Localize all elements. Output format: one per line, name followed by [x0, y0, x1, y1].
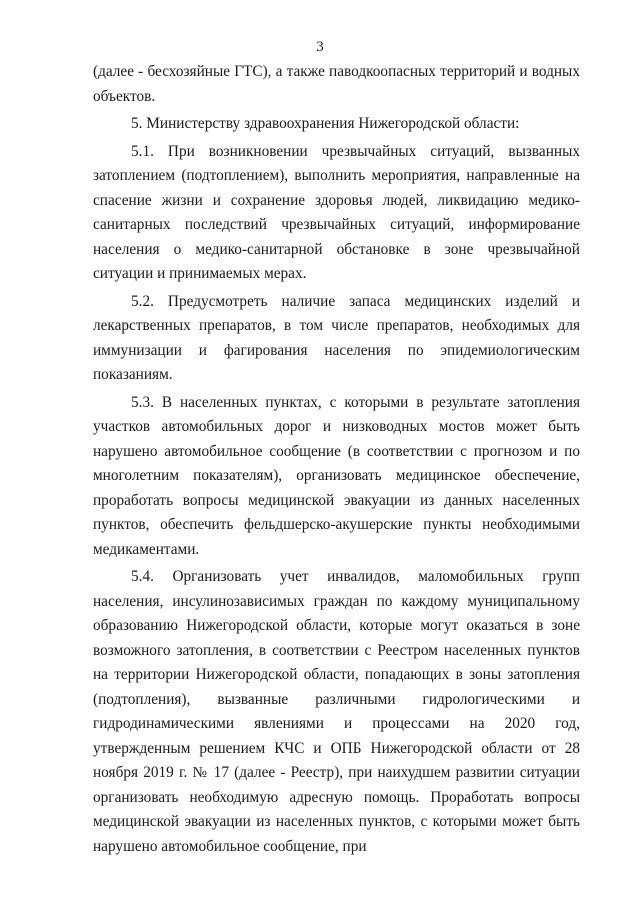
paragraph-item-5-4: 5.4. Организовать учет инвалидов, маломобильных групп населения, инсулинозависимых граждан по каждому муниципальному образованию Нижегородской области, которые могут оказаться в зоне возможного затопления, в соответствии с Реестром населенных пунктов на территории Нижегородской области, попадающих в зоны затопления (подтопления), вызванные различными гидрологическими и гидродинамическими явлениями и процессами на 2020 год, утвержденным решением КЧС и ОПБ Нижегородской области от 28 ноября 2019 г. № 17 (далее - Реестр), при наихудшем развитии ситуации организовать необходимую адресную помощь. Проработать вопросы медицинской эвакуации из населенных пунктов, с которыми может быть нарушено автомобильное сообщение, при: [93, 568, 580, 855]
paragraph-item-5-3: 5.3. В населенных пунктах, с которыми в результате затопления участков автомобильных дорог и низководных мостов может быть нарушено автомобильное сообщение (в соответствии с прогнозом и по многолетним показателям), организовать медицинское обеспечение, проработать вопросы медицинской эвакуации из данных населенных пунктов, обеспечить фельдшерско-акушерские пункты необходимыми медикаментами.: [93, 393, 580, 558]
paragraph-item-5-1: 5.1. При возникновении чрезвычайных ситуаций, вызванных затоплением (подтоплением), выполнить мероприятия, направленные на спасение жизни и сохранение здоровья людей, ликвидацию медико-санитарных последствий чрезвычайных ситуаций, информирование населения о медико-санитарной обстановке в зоне чрезвычайной ситуации и принимаемых мерах.: [93, 142, 580, 282]
page-number: 3: [316, 39, 324, 55]
paragraph-item-5-2: 5.2. Предусмотреть наличие запаса медицинских изделий и лекарственных препаратов, в том числе препаратов, необходимых для иммунизации и фагирования населения по эпидемиологическим показаниям.: [93, 292, 580, 383]
paragraph-continuation: (далее - бесхозяйные ГТС), а также паводкоопасных территорий и водных объектов.: [93, 63, 580, 105]
paragraph-item-5: 5. Министерству здравоохранения Нижегородской области:: [131, 115, 520, 132]
document-body: [93, 60, 580, 859]
